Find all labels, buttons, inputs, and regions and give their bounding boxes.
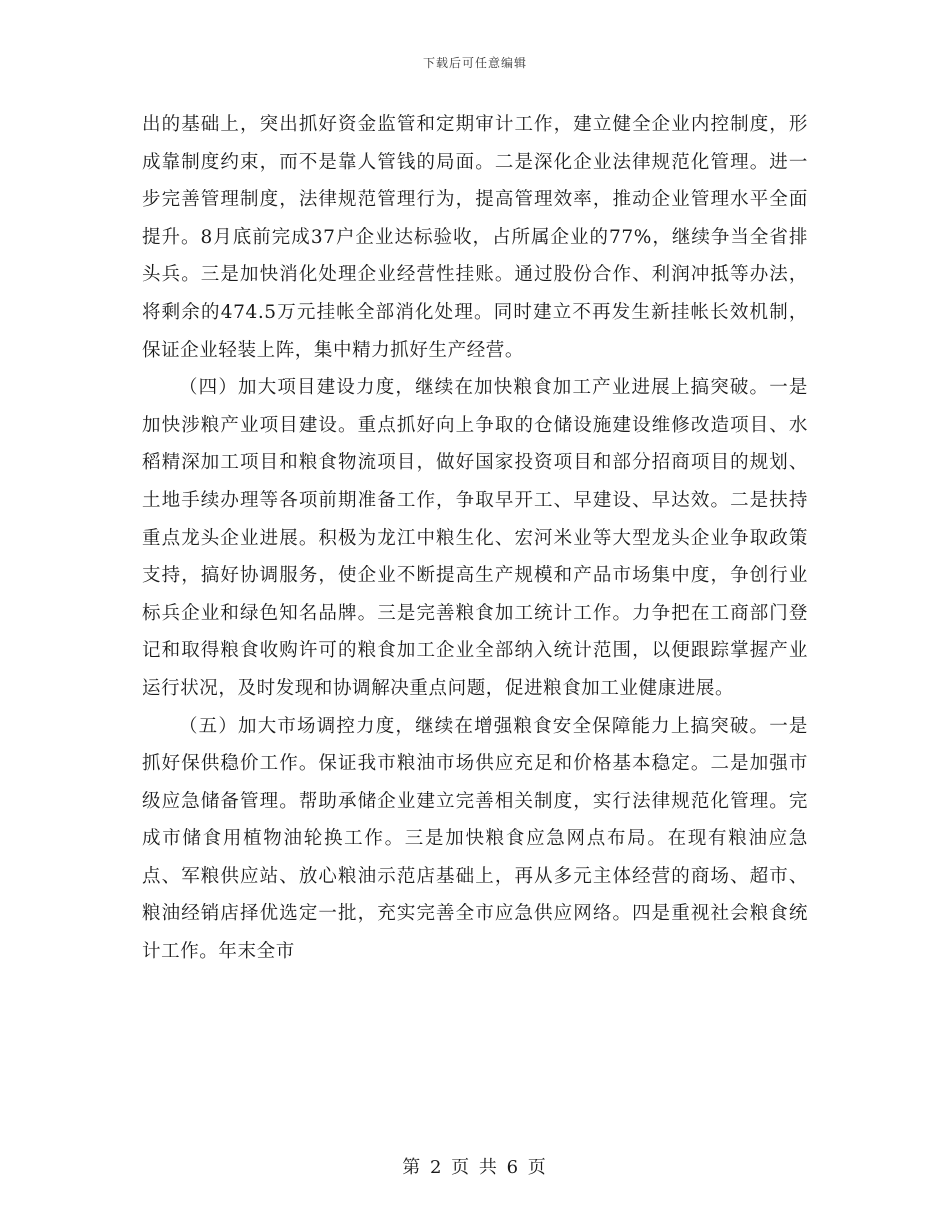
paragraph-3: （五）加大市场调控力度，继续在增强粮食安全保障能力上搞突破。一是抓好保供稳价工作。保证我市粮油市场供应充足和价格基本稳定。二是加强市级应急储备管理。帮助承储企业建立完善相关制度，实行法律规范化管理。完成市储食用植物油轮换工作。三是加快粮食应急网点布局。在现有粮油应急点、军粮供应站、放心粮油示范店基础上，再从多元主体经营的商场、超市、粮油经销店择优选定一批，充实完善全市应急供应网络。四是重视社会粮食统计工作。年末全市	[142, 715, 808, 963]
page-header: 下载后可任意编辑	[422, 56, 527, 70]
page-number-footer: 第 2 页 共 6 页	[402, 1157, 548, 1178]
paragraph-2: （四）加大项目建设力度，继续在加快粮食加工产业进展上搞突破。一是加快涉粮产业项目建设。重点抓好向上争取的仓储设施建设维修改造项目、水稻精深加工项目和粮食物流项目，做好国家投资项目和部分招商项目的规划、土地手续办理等各项前期准备工作，争取早开工、早建设、早达效。二是扶持重点龙头企业进展。积极为龙江中粮生化、宏河米业等大型龙头企业争取政策支持，搞好协调服务，使企业不断提高生产规模和产品市场集中度，争创行业标兵企业和绿色知名品牌。三是完善粮食加工统计工作。力争把在工商部门登记和取得粮食收购许可的粮食加工企业全部纳入统计范围，以便跟踪掌握产业运行状况，及时发现和协调解决重点问题，促进粮食加工业健康进展。	[142, 377, 808, 699]
document-body	[142, 106, 808, 971]
paragraph-1: 出的基础上，突出抓好资金监管和定期审计工作，建立健全企业内控制度，形成靠制度约束，而不是靠人管钱的局面。二是深化企业法律规范化管理。进一步完善管理制度，法律规范管理行为，提高管理效率，推动企业管理水平全面提升。8月底前完成37户企业达标验收，占所属企业的77%，继续争当全省排头兵。三是加快消化处理企业经营性挂账。通过股份合作、利润冲抵等办法，将剩余的474.5万元挂帐全部消化处理。同时建立不再发生新挂帐长效机制，保证企业轻装上阵，集中精力抓好生产经营。	[142, 114, 808, 361]
